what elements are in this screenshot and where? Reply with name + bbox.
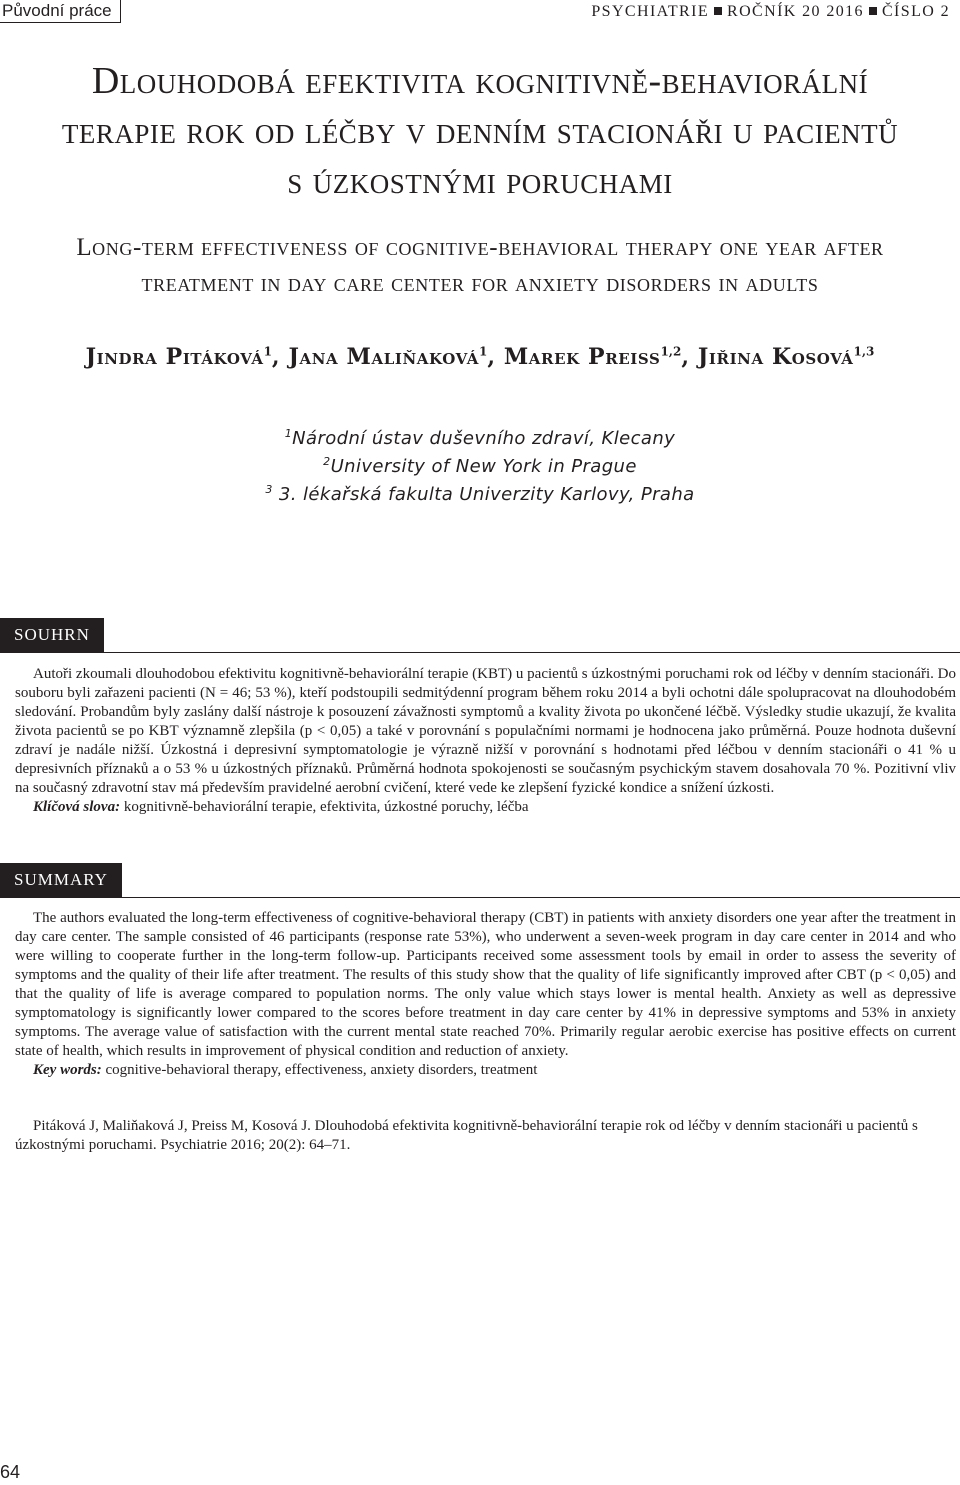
author-name: Jiřina Kosová [697,344,854,370]
subtitle-line: Long-term effectiveness of cognitive-behavioral therapy one year after [76,234,884,261]
affiliation-number: 2 [323,455,331,468]
section-tag: Původní práce [0,0,121,23]
separator-square-icon [869,7,877,15]
author-affiliation-mark: 1 [478,344,488,359]
souhrn-header [0,618,960,652]
souhrn-keywords-label: Klíčová slova: [33,799,121,815]
summary-divider [0,897,960,898]
summary-text: The authors evaluated the long-term effectiveness of cognitive-behavioral therapy (CBT) in patients with anxiety disorders one year after the treatment in day care center. The sample consisted of 46 participants (response rate 53%), who underwent a seven-week program in day care center in 2014 and who were willing to cooperate further in the long-term follow-up. Participants received some assessment tools by email in order to assess the severity of symptoms and the quality of their life after treatment. The results of this study show that the quality of life significantly improved after CBT (p < 0,05) and that the quality of life is average compared to population norms. The only value which stays lower is mental health. Anxiety as well as depressive symptomatology is significantly lower compared to the scores before treatment in day care center by 41% in depressive symptoms and 53% in anxiety symptoms. The average value of satisfaction with the current mental state reached 70%. Primarily regular aerobic exercise has positive effects on current state of health, which results in improvement of physical condition and reduction of anxiety. [15,910,956,1059]
souhrn-heading: SOUHRN [0,618,104,652]
article-subtitle-english [0,230,960,302]
title-line: s úzkostnými poruchami [287,160,673,202]
affiliation-item [0,481,960,509]
journal-issue: ČÍSLO 2 [881,3,950,20]
page-number: 64 [0,1462,21,1482]
affiliation-number: 1 [284,427,293,440]
souhrn-divider [0,652,960,653]
summary-keywords-label: Key words: [33,1062,102,1078]
article-title [0,56,960,206]
author-name: Jana Maliňaková [288,344,479,370]
affiliation-item [0,453,960,481]
affiliation-text: University of New York in Prague [330,456,637,477]
author-name: Marek Preiss [503,344,661,370]
souhrn-abstract [15,665,956,817]
souhrn-keywords: kognitivně-behaviorální terapie, efektivita, úzkostné poruchy, léčba [123,799,529,815]
title-line: Dlouhodobá efektivita kognitivně-behaviorální [91,60,869,102]
author-list: Jindra Pitáková$^1$, Jana Maliňaková$^1$, Marek Preiss$^{1,2}$, Jiřina Kosová$^{1,3}$ [85,344,875,370]
souhrn-text: Autoři zkoumali dlouhodobou efektivitu kognitivně-behaviorální terapie (KBT) u pacientů s úzkostnými poruchami rok od léčby v denním stacionáři. Do souboru byli zařazeni pacienti (N = 46; 53 %), kteří podstoupili sedmitýdenní program během roku 2014 a byli ochotni dále spolupracovat na dlouhodobém sledování. Probandům byly zaslány další nástroje k posouzení závažnosti symptomů a kvality života po ukončené léčbě. Výsledky studie ukazují, že kvalita života pacientů se po KBT významně zlepšila (p < 0,05) a také v porovnání s populačními normami je hodnocena jako průměrná. Pouze hodnota duševní zdraví je nadále nižší. Úzkostná i depresivní symptomatologie je výrazně nižší v porovnání s hodnotami před léčbou v denním stacionáři o 41 % u depresivních příznaků a o 53 % u úzkostných příznaků. Průměrná hodnota spokojenosti se současným psychickým stavem dosahovala 70 %. Pozitivní vliv na současný zdravotní stav má především pravidelné aerobní cvičení, které vede ke zlepšení fyzické kondice a snížení úzkosti. [15,666,956,796]
souhrn-keywords-line [15,798,956,817]
affiliation-item [0,425,960,453]
author-affiliation-mark: 1,3 [853,344,875,359]
journal-name: PSYCHIATRIE [591,3,710,20]
subtitle-line: treatment in day care center for anxiety disorders in adults [141,270,819,297]
author-name: Jindra Pitáková [85,344,264,370]
affiliation-number: 3 [265,483,273,496]
author-affiliation-mark: 1,2 [660,344,682,359]
summary-header [0,863,960,897]
summary-keywords: cognitive-behavioral therapy, effectiveness, anxiety disorders, treatment [105,1062,538,1078]
citation: Pitáková J, Maliňaková J, Preiss M, Kosová J. Dlouhodobá efektivita kognitivně-behaviorální terapie rok od léčby v denním stacionáři u pacientů s úzkostnými poruchami. Psychiatrie 2016; 20(2): 64–71. [15,1118,918,1153]
affiliation-text: Národní ústav duševního zdraví, Klecany [292,428,676,449]
affiliation-text: 3. lékařská fakulta Univerzity Karlovy, Praha [278,484,695,505]
separator-square-icon [714,7,722,15]
journal-year: 2016 [826,3,864,20]
affiliation-list [0,425,960,509]
journal-volume: ROČNÍK 20 [727,3,821,20]
summary-abstract [15,909,956,1080]
journal-info [591,2,950,22]
title-line: terapie rok od léčby v denním stacionáři u pacientů [61,110,899,152]
summary-keywords-line [15,1061,956,1080]
author-affiliation-mark: 1 [263,344,272,359]
summary-heading: SUMMARY [0,863,122,897]
